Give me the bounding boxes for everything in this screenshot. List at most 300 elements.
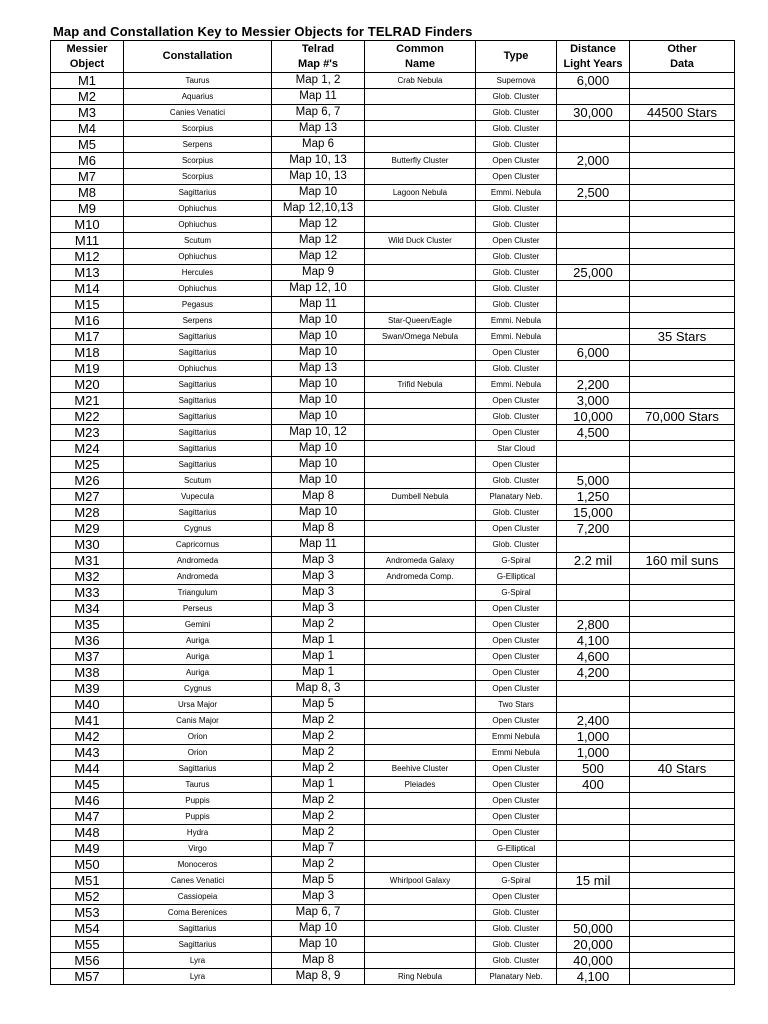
constallation-cell: Hydra <box>124 825 272 841</box>
distance-cell <box>557 569 630 585</box>
telrad-map-cell: Map 3 <box>272 585 365 601</box>
messier-object-cell: M28 <box>51 505 124 521</box>
common-name-cell <box>365 361 476 377</box>
constallation-cell: Ophiuchus <box>124 217 272 233</box>
type-cell: G-Elliptical <box>476 841 557 857</box>
constallation-cell: Scorpius <box>124 153 272 169</box>
type-cell: Star Cloud <box>476 441 557 457</box>
type-cell: Open Cluster <box>476 457 557 473</box>
type-cell: Glob. Cluster <box>476 89 557 105</box>
telrad-map-cell: Map 3 <box>272 889 365 905</box>
distance-cell: 2,000 <box>557 153 630 169</box>
messier-object-cell: M40 <box>51 697 124 713</box>
distance-cell <box>557 681 630 697</box>
table-row <box>51 393 735 409</box>
other-data-cell <box>630 121 735 137</box>
other-data-cell: 70,000 Stars <box>630 409 735 425</box>
distance-cell: 4,500 <box>557 425 630 441</box>
common-name-cell <box>365 393 476 409</box>
header-constallation: Constallation <box>124 41 272 73</box>
table-row <box>51 809 735 825</box>
other-data-cell <box>630 521 735 537</box>
page-title: Map and Constallation Key to Messier Objects for TELRAD Finders <box>53 24 473 39</box>
distance-cell: 40,000 <box>557 953 630 969</box>
type-cell: Glob. Cluster <box>476 905 557 921</box>
type-cell: Open Cluster <box>476 233 557 249</box>
messier-object-cell: M2 <box>51 89 124 105</box>
type-cell: Glob. Cluster <box>476 105 557 121</box>
telrad-map-cell: Map 13 <box>272 361 365 377</box>
messier-object-cell: M47 <box>51 809 124 825</box>
telrad-map-cell: Map 10 <box>272 937 365 953</box>
distance-cell <box>557 137 630 153</box>
telrad-map-cell: Map 10 <box>272 409 365 425</box>
telrad-map-cell: Map 10 <box>272 921 365 937</box>
common-name-cell <box>365 345 476 361</box>
constallation-cell: Ophiuchus <box>124 249 272 265</box>
common-name-cell <box>365 105 476 121</box>
distance-cell <box>557 857 630 873</box>
distance-cell <box>557 537 630 553</box>
type-cell: Emmi. Nebula <box>476 313 557 329</box>
other-data-cell <box>630 425 735 441</box>
constallation-cell: Perseus <box>124 601 272 617</box>
table-row <box>51 617 735 633</box>
other-data-cell <box>630 937 735 953</box>
header-messier-object: Messier Object <box>51 41 124 73</box>
other-data-cell <box>630 649 735 665</box>
telrad-map-cell: Map 10, 12 <box>272 425 365 441</box>
table-row <box>51 761 735 777</box>
common-name-cell: Pleiades <box>365 777 476 793</box>
other-data-cell: 44500 Stars <box>630 105 735 121</box>
table-row <box>51 121 735 137</box>
distance-cell: 500 <box>557 761 630 777</box>
messier-object-cell: M33 <box>51 585 124 601</box>
distance-cell: 10,000 <box>557 409 630 425</box>
type-cell: Emmi. Nebula <box>476 185 557 201</box>
other-data-cell <box>630 825 735 841</box>
table-row <box>51 793 735 809</box>
distance-cell <box>557 313 630 329</box>
table-row <box>51 185 735 201</box>
messier-object-cell: M55 <box>51 937 124 953</box>
type-cell: Open Cluster <box>476 793 557 809</box>
telrad-map-cell: Map 2 <box>272 793 365 809</box>
distance-cell <box>557 217 630 233</box>
table-row <box>51 681 735 697</box>
table-row <box>51 697 735 713</box>
distance-cell <box>557 201 630 217</box>
distance-cell: 20,000 <box>557 937 630 953</box>
type-cell: Emmi. Nebula <box>476 377 557 393</box>
table-row <box>51 569 735 585</box>
messier-object-cell: M31 <box>51 553 124 569</box>
common-name-cell <box>365 297 476 313</box>
table-row <box>51 345 735 361</box>
telrad-map-cell: Map 10, 13 <box>272 169 365 185</box>
common-name-cell <box>365 585 476 601</box>
messier-object-cell: M29 <box>51 521 124 537</box>
telrad-map-cell: Map 3 <box>272 553 365 569</box>
telrad-map-cell: Map 8 <box>272 521 365 537</box>
distance-cell <box>557 793 630 809</box>
header-telrad-map: Telrad Map #'s <box>272 41 365 73</box>
distance-cell <box>557 697 630 713</box>
messier-object-cell: M10 <box>51 217 124 233</box>
telrad-map-cell: Map 9 <box>272 265 365 281</box>
telrad-map-cell: Map 12, 10 <box>272 281 365 297</box>
other-data-cell <box>630 73 735 89</box>
telrad-map-cell: Map 11 <box>272 537 365 553</box>
other-data-cell <box>630 745 735 761</box>
table-row <box>51 729 735 745</box>
messier-object-cell: M18 <box>51 345 124 361</box>
other-data-cell <box>630 969 735 985</box>
other-data-cell <box>630 137 735 153</box>
constallation-cell: Auriga <box>124 633 272 649</box>
messier-object-cell: M41 <box>51 713 124 729</box>
other-data-cell <box>630 889 735 905</box>
distance-cell: 2,500 <box>557 185 630 201</box>
other-data-cell <box>630 201 735 217</box>
telrad-map-cell: Map 12 <box>272 249 365 265</box>
common-name-cell <box>365 505 476 521</box>
common-name-cell <box>365 217 476 233</box>
type-cell: Planatary Neb. <box>476 969 557 985</box>
table-row <box>51 409 735 425</box>
distance-cell: 25,000 <box>557 265 630 281</box>
telrad-map-cell: Map 12 <box>272 233 365 249</box>
table-row <box>51 441 735 457</box>
constallation-cell: Scutum <box>124 473 272 489</box>
distance-cell <box>557 121 630 137</box>
table-row <box>51 233 735 249</box>
type-cell: Emmi. Nebula <box>476 329 557 345</box>
other-data-cell <box>630 681 735 697</box>
constallation-cell: Virgo <box>124 841 272 857</box>
type-cell: Open Cluster <box>476 169 557 185</box>
table-row <box>51 937 735 953</box>
other-data-cell <box>630 569 735 585</box>
messier-object-cell: M26 <box>51 473 124 489</box>
table-row <box>51 857 735 873</box>
messier-object-cell: M21 <box>51 393 124 409</box>
type-cell: Glob. Cluster <box>476 953 557 969</box>
distance-cell <box>557 297 630 313</box>
common-name-cell <box>365 281 476 297</box>
telrad-map-cell: Map 2 <box>272 745 365 761</box>
common-name-cell <box>365 649 476 665</box>
type-cell: Open Cluster <box>476 825 557 841</box>
table-body <box>51 73 735 985</box>
constallation-cell: Vupecula <box>124 489 272 505</box>
table-row <box>51 745 735 761</box>
constallation-cell: Coma Berenices <box>124 905 272 921</box>
other-data-cell <box>630 873 735 889</box>
distance-cell: 50,000 <box>557 921 630 937</box>
common-name-cell <box>365 601 476 617</box>
table-row <box>51 169 735 185</box>
table-row <box>51 665 735 681</box>
distance-cell: 4,200 <box>557 665 630 681</box>
messier-object-cell: M1 <box>51 73 124 89</box>
constallation-cell: Triangulum <box>124 585 272 601</box>
type-cell: Open Cluster <box>476 601 557 617</box>
distance-cell <box>557 441 630 457</box>
constallation-cell: Sagittarius <box>124 329 272 345</box>
messier-object-cell: M23 <box>51 425 124 441</box>
messier-object-cell: M8 <box>51 185 124 201</box>
constallation-cell: Andromeda <box>124 553 272 569</box>
constallation-cell: Taurus <box>124 73 272 89</box>
other-data-cell <box>630 537 735 553</box>
table-row <box>51 585 735 601</box>
other-data-cell <box>630 953 735 969</box>
common-name-cell: Andromeda Comp. <box>365 569 476 585</box>
common-name-cell: Wild Duck Cluster <box>365 233 476 249</box>
messier-object-cell: M34 <box>51 601 124 617</box>
messier-object-cell: M49 <box>51 841 124 857</box>
table-row <box>51 249 735 265</box>
common-name-cell <box>365 521 476 537</box>
messier-object-cell: M4 <box>51 121 124 137</box>
constallation-cell: Orion <box>124 729 272 745</box>
type-cell: Glob. Cluster <box>476 921 557 937</box>
type-cell: Glob. Cluster <box>476 361 557 377</box>
other-data-cell <box>630 489 735 505</box>
messier-object-cell: M6 <box>51 153 124 169</box>
type-cell: Planatary Neb. <box>476 489 557 505</box>
type-cell: Open Cluster <box>476 809 557 825</box>
other-data-cell <box>630 921 735 937</box>
other-data-cell <box>630 793 735 809</box>
distance-cell <box>557 889 630 905</box>
other-data-cell <box>630 585 735 601</box>
messier-object-cell: M5 <box>51 137 124 153</box>
constallation-cell: Sagittarius <box>124 409 272 425</box>
constallation-cell: Hercules <box>124 265 272 281</box>
table-row <box>51 921 735 937</box>
messier-object-cell: M53 <box>51 905 124 921</box>
type-cell: Glob. Cluster <box>476 217 557 233</box>
table-row <box>51 297 735 313</box>
table-row <box>51 105 735 121</box>
common-name-cell: Butterfly Cluster <box>365 153 476 169</box>
messier-object-cell: M56 <box>51 953 124 969</box>
telrad-map-cell: Map 10 <box>272 473 365 489</box>
other-data-cell: 35 Stars <box>630 329 735 345</box>
common-name-cell: Lagoon Nebula <box>365 185 476 201</box>
other-data-cell: 40 Stars <box>630 761 735 777</box>
type-cell: Open Cluster <box>476 777 557 793</box>
other-data-cell <box>630 233 735 249</box>
constallation-cell: Puppis <box>124 809 272 825</box>
messier-object-cell: M15 <box>51 297 124 313</box>
telrad-map-cell: Map 10 <box>272 329 365 345</box>
telrad-map-cell: Map 3 <box>272 569 365 585</box>
common-name-cell <box>365 681 476 697</box>
table-row <box>51 905 735 921</box>
telrad-map-cell: Map 2 <box>272 857 365 873</box>
distance-cell: 3,000 <box>557 393 630 409</box>
messier-object-cell: M19 <box>51 361 124 377</box>
common-name-cell <box>365 137 476 153</box>
distance-cell: 1,000 <box>557 745 630 761</box>
other-data-cell <box>630 169 735 185</box>
type-cell: Glob. Cluster <box>476 409 557 425</box>
type-cell: Open Cluster <box>476 393 557 409</box>
messier-object-cell: M7 <box>51 169 124 185</box>
type-cell: Open Cluster <box>476 153 557 169</box>
type-cell: Open Cluster <box>476 761 557 777</box>
table-row <box>51 361 735 377</box>
constallation-cell: Pegasus <box>124 297 272 313</box>
type-cell: Open Cluster <box>476 665 557 681</box>
distance-cell: 5,000 <box>557 473 630 489</box>
common-name-cell <box>365 249 476 265</box>
type-cell: Glob. Cluster <box>476 473 557 489</box>
distance-cell: 2,200 <box>557 377 630 393</box>
common-name-cell <box>365 633 476 649</box>
messier-object-cell: M27 <box>51 489 124 505</box>
table-row <box>51 201 735 217</box>
distance-cell: 6,000 <box>557 345 630 361</box>
messier-object-cell: M17 <box>51 329 124 345</box>
table-row <box>51 537 735 553</box>
common-name-cell <box>365 409 476 425</box>
constallation-cell: Lyra <box>124 969 272 985</box>
constallation-cell: Canies Venatici <box>124 105 272 121</box>
telrad-map-cell: Map 1 <box>272 633 365 649</box>
common-name-cell <box>365 457 476 473</box>
telrad-map-cell: Map 10, 13 <box>272 153 365 169</box>
header-common-name: Common Name <box>365 41 476 73</box>
distance-cell: 2,400 <box>557 713 630 729</box>
messier-object-cell: M52 <box>51 889 124 905</box>
telrad-map-cell: Map 10 <box>272 505 365 521</box>
telrad-map-cell: Map 11 <box>272 89 365 105</box>
telrad-map-cell: Map 2 <box>272 617 365 633</box>
other-data-cell <box>630 665 735 681</box>
constallation-cell: Sagittarius <box>124 345 272 361</box>
constallation-cell: Scorpius <box>124 121 272 137</box>
constallation-cell: Puppis <box>124 793 272 809</box>
common-name-cell <box>365 201 476 217</box>
type-cell: G-Spiral <box>476 585 557 601</box>
constallation-cell: Scutum <box>124 233 272 249</box>
messier-object-cell: M20 <box>51 377 124 393</box>
messier-object-cell: M22 <box>51 409 124 425</box>
type-cell: Open Cluster <box>476 889 557 905</box>
other-data-cell <box>630 281 735 297</box>
other-data-cell <box>630 777 735 793</box>
common-name-cell <box>365 745 476 761</box>
table-row <box>51 473 735 489</box>
distance-cell: 15,000 <box>557 505 630 521</box>
constallation-cell: Canes Venatici <box>124 873 272 889</box>
constallation-cell: Auriga <box>124 665 272 681</box>
distance-cell: 15 mil <box>557 873 630 889</box>
other-data-cell <box>630 473 735 489</box>
table-row <box>51 633 735 649</box>
constallation-cell: Scorpius <box>124 169 272 185</box>
type-cell: Open Cluster <box>476 681 557 697</box>
distance-cell <box>557 601 630 617</box>
other-data-cell <box>630 361 735 377</box>
messier-object-cell: M43 <box>51 745 124 761</box>
messier-object-cell: M37 <box>51 649 124 665</box>
messier-object-cell: M30 <box>51 537 124 553</box>
telrad-map-cell: Map 10 <box>272 457 365 473</box>
constallation-cell: Auriga <box>124 649 272 665</box>
common-name-cell <box>365 729 476 745</box>
messier-object-cell: M32 <box>51 569 124 585</box>
constallation-cell: Sagittarius <box>124 505 272 521</box>
telrad-map-cell: Map 2 <box>272 713 365 729</box>
common-name-cell <box>365 921 476 937</box>
type-cell: Glob. Cluster <box>476 537 557 553</box>
telrad-map-cell: Map 2 <box>272 809 365 825</box>
table-row <box>51 217 735 233</box>
table-row <box>51 329 735 345</box>
table-row <box>51 841 735 857</box>
table-row <box>51 89 735 105</box>
type-cell: Glob. Cluster <box>476 137 557 153</box>
common-name-cell: Dumbell Nebula <box>365 489 476 505</box>
common-name-cell <box>365 905 476 921</box>
telrad-map-cell: Map 6 <box>272 137 365 153</box>
type-cell: G-Elliptical <box>476 569 557 585</box>
constallation-cell: Cygnus <box>124 681 272 697</box>
constallation-cell: Serpens <box>124 137 272 153</box>
messier-object-cell: M51 <box>51 873 124 889</box>
table-row <box>51 281 735 297</box>
type-cell: G-Spiral <box>476 553 557 569</box>
telrad-map-cell: Map 13 <box>272 121 365 137</box>
other-data-cell <box>630 633 735 649</box>
common-name-cell <box>365 665 476 681</box>
constallation-cell: Cygnus <box>124 521 272 537</box>
other-data-cell <box>630 153 735 169</box>
type-cell: Open Cluster <box>476 649 557 665</box>
constallation-cell: Ophiuchus <box>124 201 272 217</box>
type-cell: Glob. Cluster <box>476 201 557 217</box>
table-row <box>51 73 735 89</box>
other-data-cell <box>630 313 735 329</box>
messier-object-cell: M25 <box>51 457 124 473</box>
telrad-map-cell: Map 1 <box>272 777 365 793</box>
telrad-map-cell: Map 10 <box>272 377 365 393</box>
other-data-cell: 160 mil suns <box>630 553 735 569</box>
common-name-cell: Ring Nebula <box>365 969 476 985</box>
messier-object-cell: M46 <box>51 793 124 809</box>
constallation-cell: Orion <box>124 745 272 761</box>
type-cell: Open Cluster <box>476 713 557 729</box>
messier-object-cell: M9 <box>51 201 124 217</box>
other-data-cell <box>630 185 735 201</box>
constallation-cell: Sagittarius <box>124 425 272 441</box>
constallation-cell: Sagittarius <box>124 441 272 457</box>
common-name-cell <box>365 841 476 857</box>
messier-object-cell: M12 <box>51 249 124 265</box>
telrad-map-cell: Map 12,10,13 <box>272 201 365 217</box>
table-row <box>51 825 735 841</box>
common-name-cell <box>365 265 476 281</box>
telrad-map-cell: Map 2 <box>272 825 365 841</box>
messier-object-cell: M57 <box>51 969 124 985</box>
type-cell: Two Stars <box>476 697 557 713</box>
